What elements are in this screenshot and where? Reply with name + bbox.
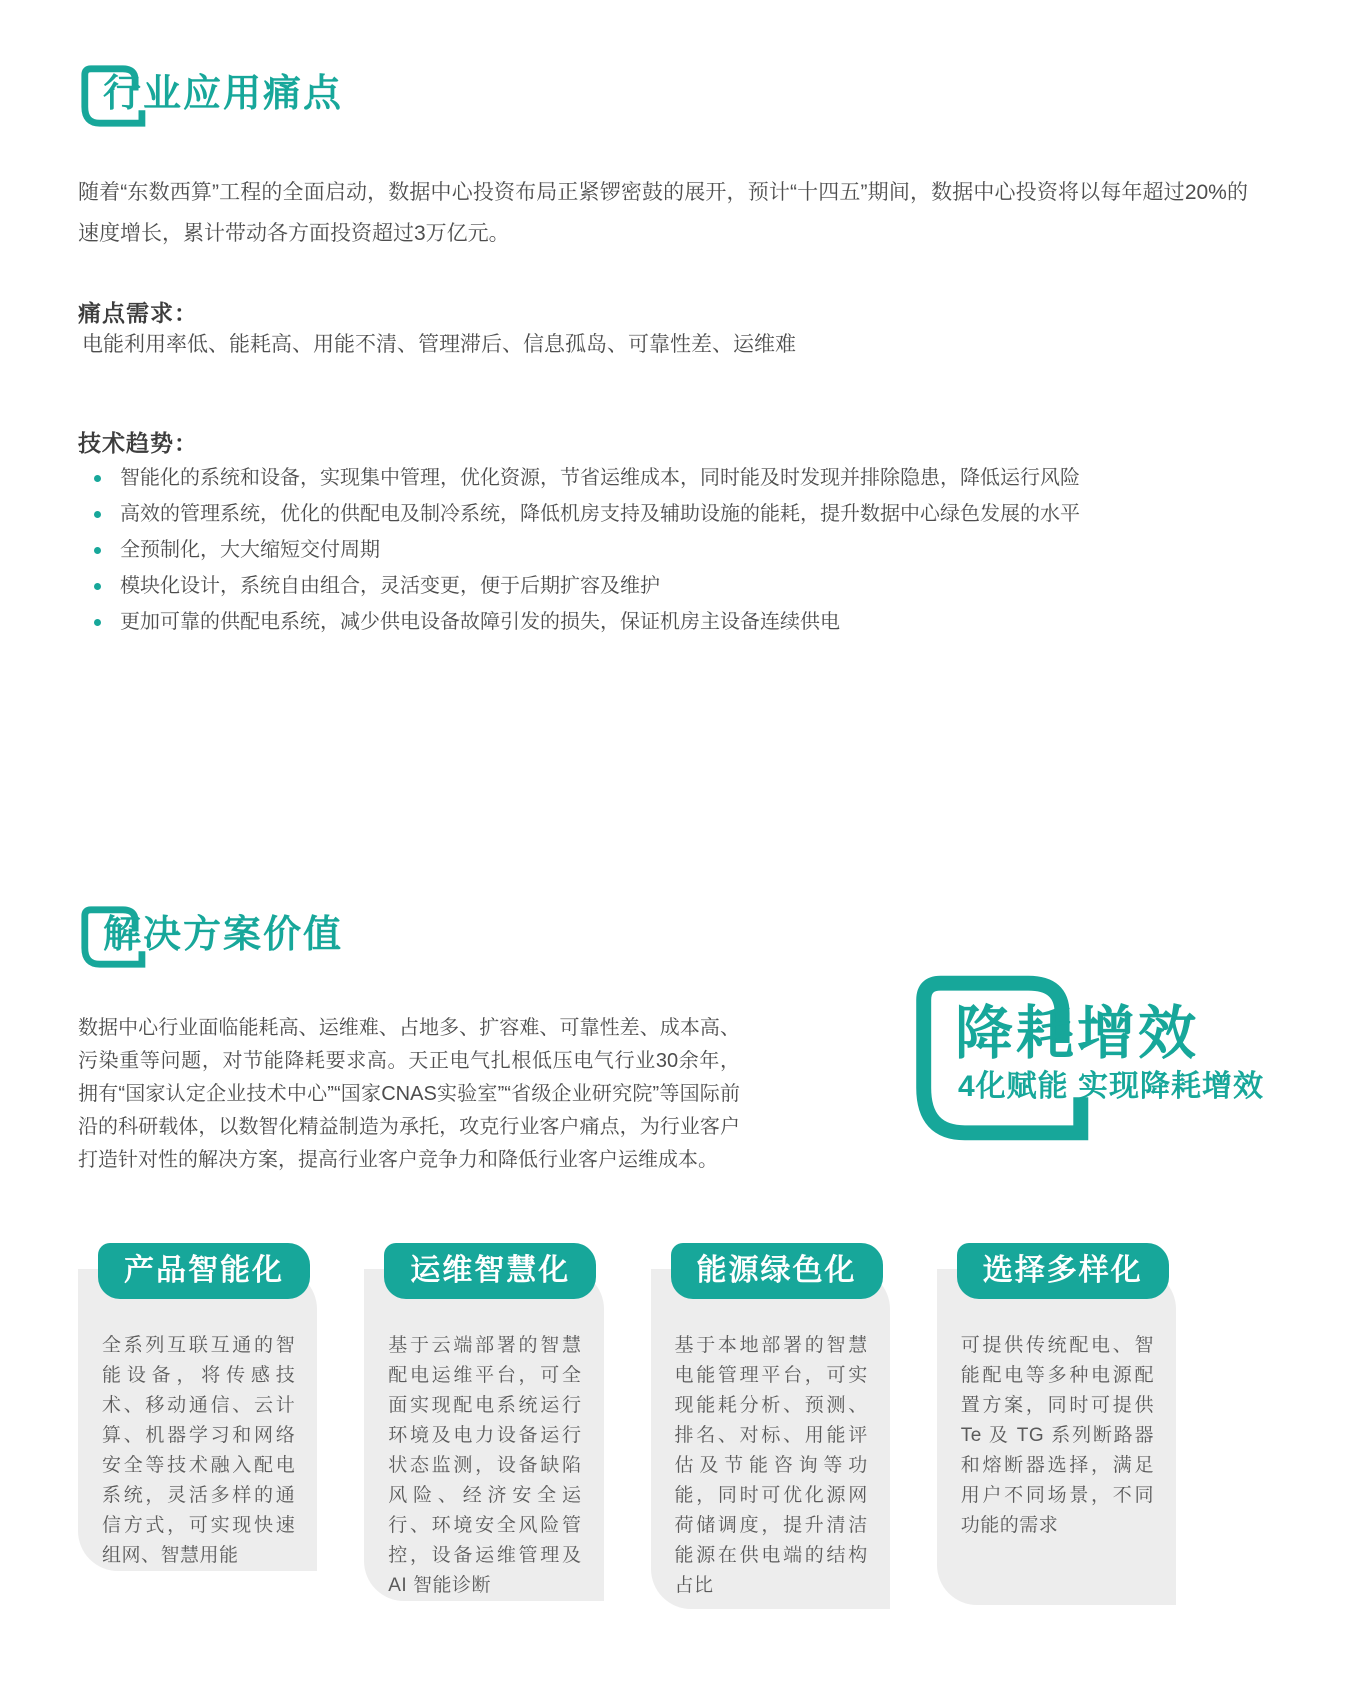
highlight-title: 降耗增效	[955, 1001, 1200, 1066]
feature-card-title: 选择多样化	[957, 1243, 1169, 1299]
highlight-subtitle: 4化赋能 实现降耗增效	[958, 1070, 1265, 1103]
feature-card-body: 基于云端部署的智慧配电运维平台，可全面实现配电系统运行环境及电力设备运行状态监测，设备缺陷风险、经济安全运行、环境安全风险管控，设备运维管理及 AI 智能诊断	[388, 1335, 582, 1596]
feature-card-diverse-choice	[937, 1243, 1176, 1609]
list-item-text: 模块化设计，系统自由组合，灵活变更，便于后期扩容及维护	[120, 575, 660, 597]
bullet-dot-icon	[94, 583, 101, 590]
bullet-dot-icon	[94, 475, 101, 482]
feature-card-panel	[364, 1269, 603, 1601]
feature-card-panel	[78, 1269, 317, 1571]
feature-card-body: 可提供传统配电、智能配电等多种电源配置方案，同时可提供 Te 及 TG 系列断路器和熔断器选择，满足用户不同场景，不同功能的需求	[960, 1335, 1154, 1536]
feature-card-green-energy	[651, 1243, 890, 1609]
feature-card-body: 基于本地部署的智慧电能管理平台，可实现能耗分析、预测、排名、对标、用能评估及节能咨询等功能，同时可优化源网荷储调度，提升清洁能源在供电端的结构占比	[674, 1335, 868, 1596]
bullet-dot-icon	[94, 511, 101, 518]
solution-value-paragraph: 数据中心行业面临能耗高、运维难、占地多、扩容难、可靠性差、成本高、污染重等问题，对节能降耗要求高。天正电气扎根低压电气行业30余年，拥有“国家认定企业技术中心”“国家CNAS实验室”“省级企业研究院”等国际前沿的科研载体，以数智化精益制造为承托，攻克行业客户痛点，为行业客户打造针对性的解决方案，提高行业客户竞争力和降低行业客户运维成本。	[78, 1017, 740, 1171]
feature-card-title: 产品智能化	[98, 1243, 310, 1299]
list-item-text: 高效的管理系统，优化的供配电及制冷系统，降低机房支持及辅助设施的能耗，提升数据中心绿色发展的水平	[120, 503, 1080, 525]
list-item	[90, 460, 1240, 496]
pain-demand-heading: 痛点需求：	[78, 300, 198, 326]
bullet-dot-icon	[94, 547, 101, 554]
industry-intro-paragraph: 随着“东数西算”工程的全面启动，数据中心投资布局正紧锣密鼓的展开，预计“十四五”期间，数据中心投资将以每年超过20%的速度增长，累计带动各方面投资超过3万亿元。	[78, 181, 1248, 245]
feature-card-title: 能源绿色化	[671, 1243, 883, 1299]
list-item-text: 更加可靠的供配电系统，减少供电设备故障引发的损失，保证机房主设备连续供电	[120, 611, 840, 633]
tech-trend-heading: 技术趋势：	[78, 430, 198, 456]
feature-card-panel	[651, 1269, 890, 1609]
list-item	[90, 604, 1240, 640]
feature-card-title: 运维智慧化	[384, 1243, 596, 1299]
list-item	[90, 568, 1240, 604]
section-title-pain-points: 行业应用痛点	[103, 73, 344, 115]
section-title-solution-value: 解决方案价值	[103, 914, 344, 956]
bullet-dot-icon	[94, 619, 101, 626]
list-item-text: 智能化的系统和设备，实现集中管理，优化资源，节省运维成本，同时能及时发现并排除隐患，降低运行风险	[120, 467, 1080, 489]
list-item	[90, 532, 1240, 568]
feature-card-panel	[937, 1269, 1176, 1605]
list-item	[90, 496, 1240, 532]
pain-demand-text: 电能利用率低、能耗高、用能不清、管理滞后、信息孤岛、可靠性差、运维难	[82, 333, 796, 356]
feature-card-product-intelligence	[78, 1243, 317, 1609]
tech-trend-list	[90, 460, 1240, 640]
feature-cards-row	[78, 1243, 1176, 1609]
list-item-text: 全预制化，大大缩短交付周期	[120, 539, 380, 561]
feature-card-smart-operation	[364, 1243, 603, 1609]
feature-card-body: 全系列互联互通的智能设备，将传感技术、移动通信、云计算、机器学习和网络安全等技术融入配电系统，灵活多样的通信方式，可实现快速组网、智慧用能	[102, 1335, 296, 1566]
